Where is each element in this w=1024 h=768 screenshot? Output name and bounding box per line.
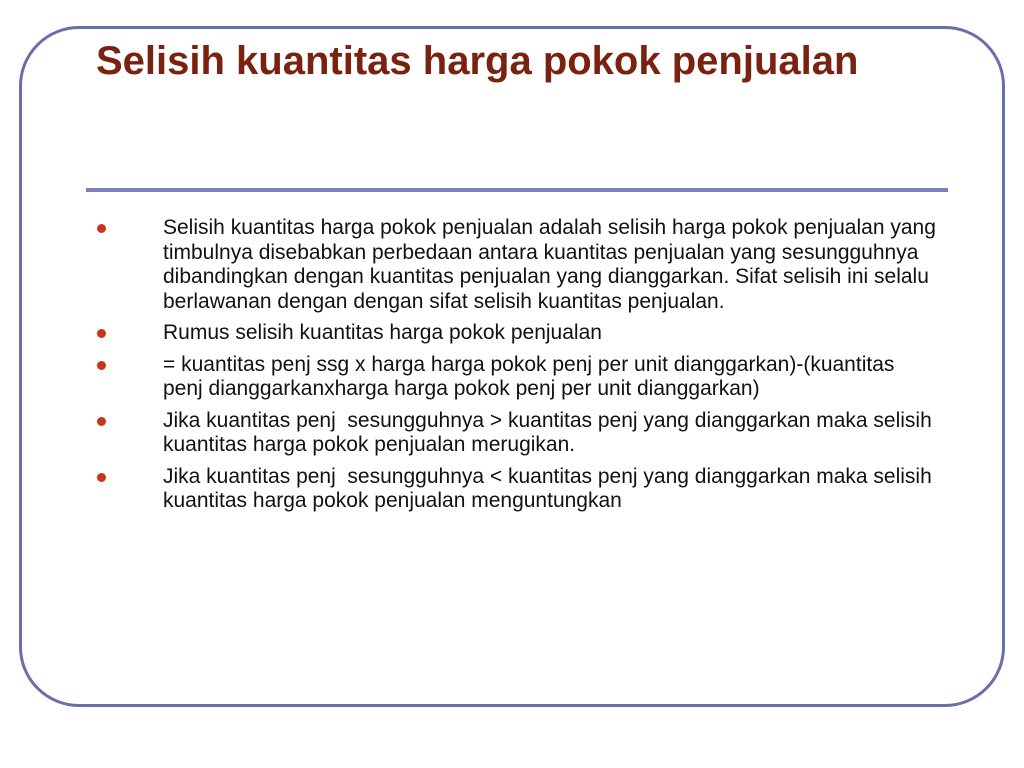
bullet-text: Jika kuantitas penj sesungguhnya < kuantitas penj yang dianggarkan maka selisih kuantitas harga pokok penjualan menguntungkan bbox=[163, 464, 938, 512]
bullet-text: Selisih kuantitas harga pokok penjualan adalah selisih harga pokok penjualan yang timbulnya disebabkan perbedaan antara kuantitas penjualan yang sesungguhnya dibandingkan dengan kuantitas penjualan yang dianggarkan. Sifat selisih ini selalu berlawanan dengan dengan sifat selisih kuantitas penjualan. bbox=[163, 216, 942, 313]
title-divider bbox=[86, 188, 948, 192]
bullet-item bbox=[96, 465, 936, 514]
bullet-item bbox=[96, 353, 936, 402]
bullet-text: = kuantitas penj ssg x harga harga pokok penj per unit dianggarkan)-(kuantitas penj dianggarkanxharga harga pokok penj per unit dianggarkan) bbox=[163, 352, 901, 400]
bullet-icon bbox=[97, 224, 106, 233]
bullet-icon bbox=[97, 473, 106, 482]
slide-title: Selisih kuantitas harga pokok penjualan bbox=[96, 39, 859, 83]
bullet-icon bbox=[97, 329, 106, 338]
bullet-item bbox=[96, 216, 942, 314]
bullet-text: Jika kuantitas penj sesungguhnya > kuantitas penj yang dianggarkan maka selisih kuantitas harga pokok penjualan merugikan. bbox=[163, 408, 938, 456]
bullet-item bbox=[96, 321, 936, 346]
bullet-icon bbox=[97, 417, 106, 426]
bullet-icon bbox=[97, 361, 106, 370]
bullet-text: Rumus selisih kuantitas harga pokok penjualan bbox=[163, 321, 602, 344]
bullet-item bbox=[96, 409, 936, 458]
bullet-list bbox=[96, 216, 942, 521]
